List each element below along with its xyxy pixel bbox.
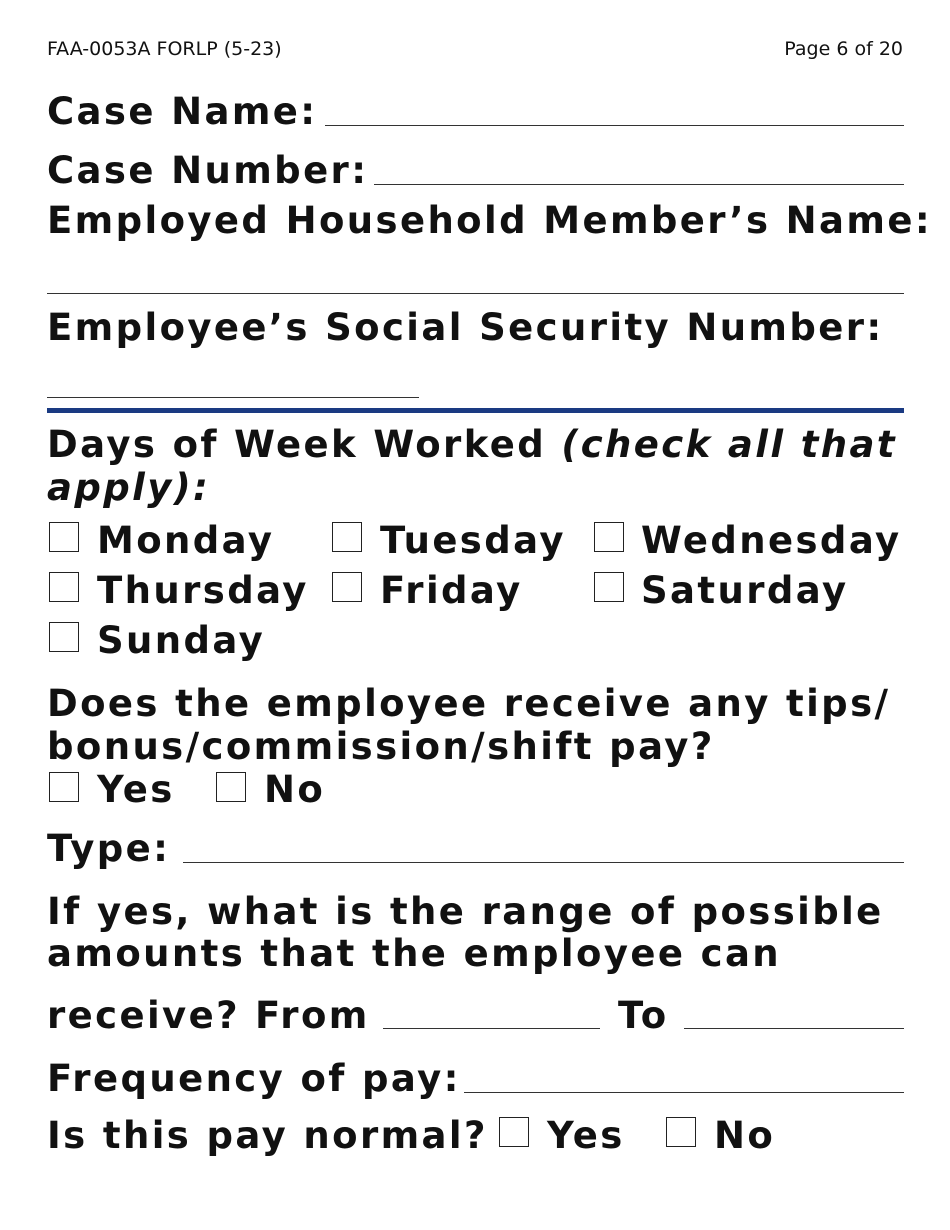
employed-member-label: Employed Household Member’s Name: (47, 199, 933, 242)
tips-no-label: No (264, 768, 326, 811)
type-label: Type: (47, 827, 171, 870)
range-question-line3: receive? (47, 994, 240, 1037)
from-amount-field[interactable] (383, 1028, 600, 1029)
days-heading-note: (check all that (561, 423, 897, 466)
to-label: To (618, 994, 669, 1037)
tips-yes-label: Yes (97, 768, 175, 811)
days-heading (47, 423, 897, 466)
page-number: Page 6 of 20 (784, 38, 903, 60)
section-divider (47, 408, 904, 413)
thursday-label: Thursday (97, 569, 309, 612)
case-number-field[interactable] (374, 184, 904, 185)
pay-normal-yes-checkbox[interactable] (499, 1117, 529, 1147)
range-question-line1: If yes, what is the range of possible (47, 890, 884, 933)
case-name-field[interactable] (325, 125, 904, 126)
sunday-label: Sunday (97, 619, 266, 662)
tips-yes-checkbox[interactable] (49, 772, 79, 802)
friday-label: Friday (380, 569, 523, 612)
days-heading-text: Days of Week Worked (47, 423, 547, 466)
form-id: FAA-0053A FORLP (5-23) (47, 38, 282, 60)
frequency-field[interactable] (464, 1092, 904, 1093)
frequency-label: Frequency of pay: (47, 1057, 461, 1100)
case-number-label: Case Number: (47, 149, 369, 192)
friday-checkbox[interactable] (332, 572, 362, 602)
to-amount-field[interactable] (684, 1028, 904, 1029)
tips-question-line1: Does the employee receive any tips/ (47, 682, 891, 725)
wednesday-checkbox[interactable] (594, 522, 624, 552)
employed-member-field[interactable] (47, 293, 904, 294)
tuesday-checkbox[interactable] (332, 522, 362, 552)
case-name-label: Case Name: (47, 90, 318, 133)
tips-no-checkbox[interactable] (216, 772, 246, 802)
from-label: From (255, 994, 370, 1037)
monday-label: Monday (97, 519, 275, 562)
monday-checkbox[interactable] (49, 522, 79, 552)
pay-normal-no-label: No (714, 1114, 776, 1157)
sunday-checkbox[interactable] (49, 622, 79, 652)
wednesday-label: Wednesday (641, 519, 902, 562)
saturday-label: Saturday (641, 569, 849, 612)
pay-normal-question: Is this pay normal? (47, 1114, 488, 1157)
ssn-label: Employee’s Social Security Number: (47, 306, 884, 349)
range-question-line2: amounts that the employee can (47, 932, 782, 975)
tuesday-label: Tuesday (380, 519, 566, 562)
pay-normal-no-checkbox[interactable] (666, 1117, 696, 1147)
ssn-field[interactable] (47, 397, 419, 398)
pay-normal-yes-label: Yes (547, 1114, 625, 1157)
tips-question-line2: bonus/commission/shift pay? (47, 725, 715, 768)
thursday-checkbox[interactable] (49, 572, 79, 602)
days-heading-note-cont: apply): (47, 466, 211, 509)
saturday-checkbox[interactable] (594, 572, 624, 602)
type-field[interactable] (183, 862, 904, 863)
